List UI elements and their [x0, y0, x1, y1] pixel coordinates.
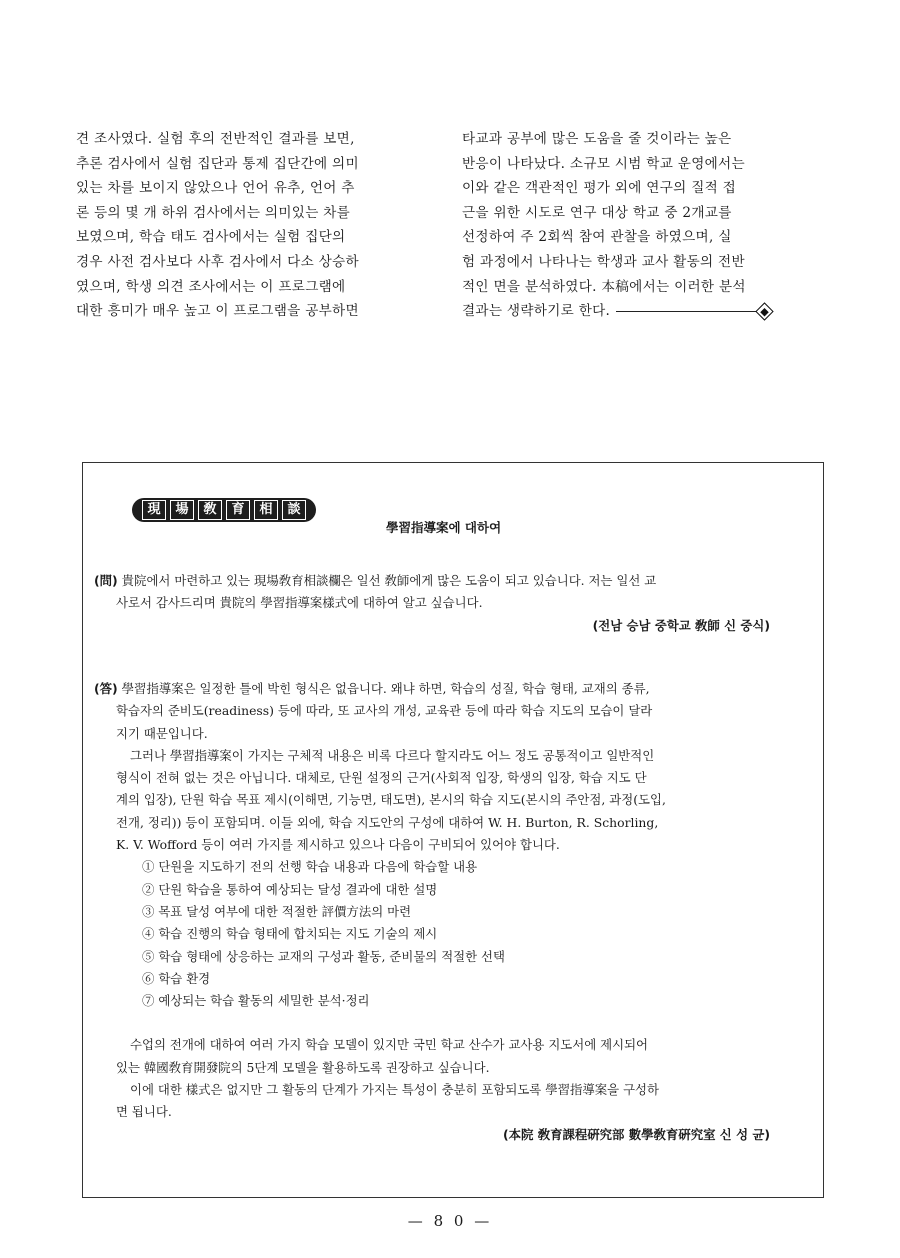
text-line: 견 조사였다. 실험 후의 전반적인 결과를 보면, — [76, 131, 355, 147]
text-line: 이와 같은 객관적인 평가 외에 연구의 질적 접 — [462, 180, 737, 197]
text-line: 보였으며, 학습 태도 검사에서는 실험 집단의 — [76, 229, 346, 246]
text-line: 반응이 나타났다. 소규모 시범 학교 운영에서는 — [462, 155, 745, 172]
text-line: 지기 때문입니다. — [116, 725, 208, 741]
end-rule — [616, 311, 756, 312]
answer-signature: (本院 敎育課程硏究部 數學敎育硏究室 신 성 균) — [502, 1126, 770, 1142]
answer-block — [94, 678, 810, 1146]
text-line: 학습자의 준비도(readiness) 등에 따라, 또 교사의 개성, 교육관 등에 따라 학습 지도의 모습이 달라 — [116, 703, 653, 719]
text-line: 學習指導案은 일정한 틀에 박힌 형식은 없읍니다. 왜냐 하면, 학습의 성질, 학습 형태, 교재의 종류, — [121, 681, 650, 696]
text-line: 론 등의 몇 개 하위 검사에서는 의미있는 차를 — [76, 204, 351, 221]
question-label: (問) — [94, 573, 118, 588]
text-line: 수업의 전개에 대하여 여러 가지 학습 모델이 있지만 국민 학교 산수가 교사용 지도서에 제시되어 — [130, 1037, 649, 1053]
text-line: 사로서 감사드리며 貴院의 學習指導案樣式에 대하여 알고 싶습니다. — [116, 595, 483, 611]
list-item: ⑦ 예상되는 학습 활동의 세밀한 분석·정리 — [142, 993, 370, 1009]
section-badge — [132, 498, 316, 522]
list-item: ④ 학습 진행의 학습 형태에 합치되는 지도 기술의 제시 — [142, 926, 438, 942]
text-line: 적인 면을 분석하였다. 本稿에서는 이러한 분석 — [462, 278, 746, 295]
text-line: 근을 위한 시도로 연구 대상 학교 중 2개교를 — [462, 204, 732, 221]
badge-char: 育 — [226, 500, 250, 520]
text-line: 험 과정에서 나타나는 학생과 교사 활동의 전반 — [462, 253, 745, 270]
list-item: ② 단원 학습을 통하여 예상되는 달성 결과에 대한 설명 — [142, 881, 438, 897]
text-line: 였으며, 학생 의견 조사에서는 이 프로그램에 — [76, 278, 346, 295]
question-block — [94, 570, 810, 637]
text-line: 전개, 정리)) 등이 포함되며. 이들 외에, 학습 지도안의 구성에 대하여 W. H. Burton, R. Schorling, — [116, 814, 659, 830]
badge-char: 談 — [282, 500, 306, 520]
list-item: ① 단원을 지도하기 전의 선행 학습 내용과 다음에 학습할 내용 — [142, 859, 478, 875]
text-line: 결과는 생략하기로 한다. — [462, 303, 611, 320]
requirement-list — [94, 856, 810, 1012]
text-line: 면 됩니다. — [116, 1104, 172, 1120]
end-diamond-icon — [755, 302, 773, 320]
text-line-last — [462, 299, 822, 324]
badge-char: 相 — [254, 500, 278, 520]
consultation-title: 學習指導案에 대하여 — [386, 520, 502, 535]
list-item: ③ 목표 달성 여부에 대한 적절한 評價方法의 마련 — [142, 903, 412, 919]
text-line: 대한 흥미가 매우 높고 이 프로그램을 공부하면 — [76, 303, 359, 320]
text-line: 선정하여 주 2회씩 참여 관찰을 하였으며, 실 — [462, 229, 732, 246]
text-line: 형식이 전혀 없는 것은 아닙니다. 대체로, 단원 설정의 근거(사회적 입장, 학생의 입장, 학습 지도 단 — [116, 770, 647, 786]
badge-char: 場 — [170, 500, 194, 520]
text-line: 타교과 공부에 많은 도움을 줄 것이라는 높은 — [462, 131, 732, 147]
list-item: ⑤ 학습 형태에 상응하는 교재의 구성과 활동, 준비물의 적절한 선택 — [142, 948, 505, 964]
text-line: 貴院에서 마련하고 있는 現場敎育相談欄은 일선 敎師에게 많은 도움이 되고 있습니다. 저는 일선 교 — [121, 573, 657, 588]
text-line: 있는 韓國敎育開發院의 5단계 모델을 활용하도록 권장하고 싶습니다. — [116, 1059, 490, 1075]
text-line: 추론 검사에서 실험 집단과 통제 집단간에 의미 — [76, 155, 359, 172]
badge-char: 現 — [142, 500, 166, 520]
badge-char: 敎 — [198, 500, 222, 520]
text-line: 경우 사전 검사보다 사후 검사에서 다소 상승하 — [76, 253, 359, 270]
text-line: 있는 차를 보이지 않았으나 언어 유추, 언어 추 — [76, 180, 355, 197]
text-line: 계의 입장), 단원 학습 목표 제시(이해면, 기능면, 태도면), 본시의 학습 지도(본시의 주안점, 과정(도입, — [116, 792, 666, 808]
page-number: — 8 0 — — [407, 1212, 493, 1230]
answer-label: (答) — [94, 681, 118, 696]
question-signature: (전남 승남 중학교 敎師 신 중식) — [592, 617, 770, 633]
list-item: ⑥ 학습 환경 — [142, 970, 211, 986]
article-column-right — [462, 127, 822, 324]
text-line: K. V. Wofford 등이 여러 가지를 제시하고 있으나 다음이 구비되어 있어야 합니다. — [116, 837, 560, 853]
article-column-left — [76, 127, 438, 324]
text-line: 이에 대한 樣式은 없지만 그 활동의 단계가 가지는 특성이 충분히 포함되도록 學習指導案을 구성하 — [130, 1082, 659, 1098]
text-line: 그러나 學習指導案이 가지는 구체적 내용은 비록 다르다 할지라도 어느 정도 공통적이고 일반적인 — [130, 747, 655, 763]
